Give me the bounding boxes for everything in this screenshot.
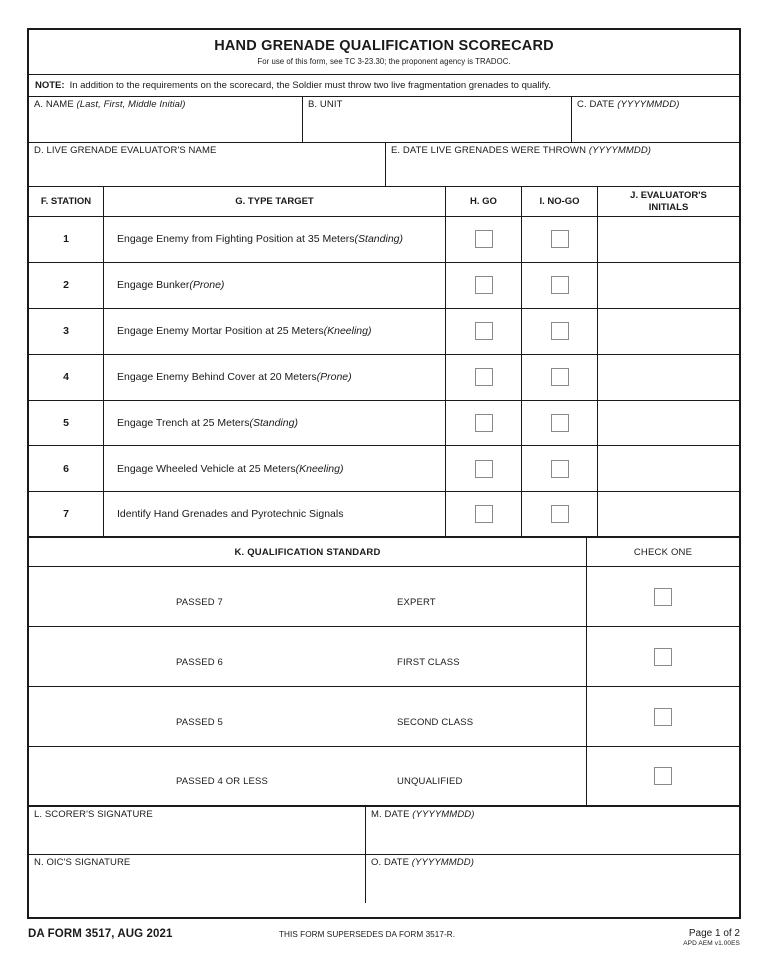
station-number: 1 xyxy=(29,217,104,262)
qualification-checkbox[interactable] xyxy=(654,648,672,666)
evaluator-initials-cell[interactable] xyxy=(598,492,739,536)
signature-row-oic xyxy=(29,855,739,903)
qualification-row xyxy=(29,747,739,807)
station-target-text: Engage Bunker xyxy=(117,279,190,292)
field-scorer-signature[interactable] xyxy=(29,807,366,854)
go-checkbox-cell[interactable] xyxy=(446,492,522,536)
no-go-checkbox[interactable] xyxy=(551,230,569,248)
no-go-checkbox-cell[interactable] xyxy=(522,492,598,536)
field-oic-signature-label-text: N. OIC'S SIGNATURE xyxy=(34,857,131,869)
qualification-standard-cell xyxy=(29,567,587,626)
qualification-row xyxy=(29,687,739,747)
field-name[interactable] xyxy=(29,97,303,142)
field-live-grenade-evaluator-name[interactable] xyxy=(29,143,386,186)
go-checkbox-cell[interactable] xyxy=(446,355,522,400)
no-go-checkbox[interactable] xyxy=(551,276,569,294)
field-unit-label-text: B. UNIT xyxy=(308,99,343,110)
table-row xyxy=(29,309,739,355)
qualification-row xyxy=(29,627,739,687)
go-checkbox[interactable] xyxy=(475,505,493,523)
evaluator-initials-cell[interactable] xyxy=(598,401,739,446)
note-keyword: NOTE: xyxy=(35,80,65,91)
station-posture: (Standing) xyxy=(249,417,298,429)
station-number: 4 xyxy=(29,355,104,400)
go-checkbox[interactable] xyxy=(475,322,493,340)
station-posture: (Kneeling) xyxy=(323,325,372,338)
station-target-text: Engage Trench at 25 Meters xyxy=(117,417,250,429)
station-target-text: Engage Enemy Behind Cover at 20 Meters xyxy=(117,371,317,384)
qualification-passed-count: PASSED 6 xyxy=(176,656,223,668)
table-row xyxy=(29,355,739,401)
column-header-no-go: I. NO-GO xyxy=(522,187,598,216)
station-target-description xyxy=(104,446,446,491)
station-target-description xyxy=(104,263,446,308)
evaluator-initials-cell[interactable] xyxy=(598,263,739,308)
field-scorer-signature-label-text: L. SCORER'S SIGNATURE xyxy=(34,809,153,821)
go-checkbox-cell[interactable] xyxy=(446,309,522,354)
station-rows-container xyxy=(29,217,739,538)
table-row xyxy=(29,446,739,492)
station-posture: (Kneeling) xyxy=(295,462,344,475)
qualification-passed-count: PASSED 7 xyxy=(176,596,223,608)
station-target-description xyxy=(104,355,446,400)
field-oic-signature-label xyxy=(29,855,365,869)
column-header-station: F. STATION xyxy=(29,187,104,216)
field-scorer-date-label xyxy=(366,807,739,821)
table-row xyxy=(29,217,739,263)
column-header-type-target: G. TYPE TARGET xyxy=(104,187,446,216)
qualification-classification: EXPERT xyxy=(397,596,436,608)
field-oic-date-hint: (YYYYMMDD) xyxy=(411,857,474,869)
go-checkbox-cell[interactable] xyxy=(446,401,522,446)
table-row xyxy=(29,263,739,309)
no-go-checkbox-cell[interactable] xyxy=(522,309,598,354)
note-text: In addition to the requirements on the scorecard, the Soldier must throw two live fragmentation grenades to qualify. xyxy=(69,80,551,91)
qualification-standard-cell xyxy=(29,627,587,686)
field-thrown-label xyxy=(386,143,739,157)
station-number: 5 xyxy=(29,401,104,446)
evaluator-initials-cell[interactable] xyxy=(598,217,739,262)
go-checkbox-cell[interactable] xyxy=(446,217,522,262)
no-go-checkbox-cell[interactable] xyxy=(522,355,598,400)
station-table-header xyxy=(29,187,739,217)
qualification-standard-header: K. QUALIFICATION STANDARD xyxy=(29,538,587,566)
go-checkbox[interactable] xyxy=(475,460,493,478)
identity-row-evaluator-thrown xyxy=(29,143,739,187)
station-number: 2 xyxy=(29,263,104,308)
station-target-text: Engage Enemy Mortar Position at 25 Meters xyxy=(117,325,324,338)
field-oic-date-label-text: O. DATE xyxy=(371,857,409,869)
column-header-evaluator-initials-line1: J. EVALUATOR'S xyxy=(630,190,707,202)
station-target-description xyxy=(104,309,446,354)
evaluator-initials-cell[interactable] xyxy=(598,446,739,491)
qualification-check-cell[interactable] xyxy=(587,567,739,626)
field-scorer-signature-label xyxy=(29,807,365,821)
footer-page-number: Page 1 of 2 xyxy=(688,928,740,939)
field-unit[interactable] xyxy=(303,97,572,142)
no-go-checkbox-cell[interactable] xyxy=(522,217,598,262)
evaluator-initials-cell[interactable] xyxy=(598,309,739,354)
qualification-passed-count: PASSED 4 OR LESS xyxy=(176,776,268,788)
qualification-check-cell[interactable] xyxy=(587,747,739,805)
field-thrown-label-text: E. DATE LIVE GRENADES WERE THROWN xyxy=(391,145,587,156)
qualification-classification: FIRST CLASS xyxy=(397,656,460,668)
evaluator-initials-cell[interactable] xyxy=(598,355,739,400)
field-oic-date-label xyxy=(366,855,739,869)
field-evaluator-label xyxy=(29,143,385,157)
field-thrown-hint: (YYYYMMDD) xyxy=(588,145,652,156)
footer-supersedes: THIS FORM SUPERSEDES DA FORM 3517-R. xyxy=(279,930,456,939)
signature-row-scorer xyxy=(29,807,739,855)
field-scorer-date-hint: (YYYYMMDD) xyxy=(412,809,475,821)
form-footer xyxy=(27,928,741,956)
qualification-passed-count: PASSED 5 xyxy=(176,716,223,728)
station-number: 7 xyxy=(29,492,104,536)
go-checkbox-cell[interactable] xyxy=(446,263,522,308)
no-go-checkbox-cell[interactable] xyxy=(522,446,598,491)
no-go-checkbox[interactable] xyxy=(551,505,569,523)
qualification-classification: UNQUALIFIED xyxy=(397,776,463,788)
no-go-checkbox[interactable] xyxy=(551,322,569,340)
field-name-label xyxy=(29,97,302,111)
field-oic-date[interactable] xyxy=(366,855,739,903)
qualification-row xyxy=(29,567,739,627)
qualification-header xyxy=(29,538,739,567)
field-date-label-text: C. DATE xyxy=(577,99,615,110)
qualification-classification: SECOND CLASS xyxy=(397,716,474,728)
form-frame xyxy=(27,28,741,919)
go-checkbox[interactable] xyxy=(475,368,493,386)
qualification-standard-cell xyxy=(29,687,587,746)
station-target-description xyxy=(104,492,446,536)
identity-row-name-unit-date xyxy=(29,97,739,143)
qualification-check-cell[interactable] xyxy=(587,627,739,686)
no-go-checkbox-cell[interactable] xyxy=(522,263,598,308)
station-number: 3 xyxy=(29,309,104,354)
column-header-evaluator-initials xyxy=(598,187,739,216)
no-go-checkbox-cell[interactable] xyxy=(522,401,598,446)
footer-form-id: DA FORM 3517, AUG 2021 xyxy=(28,928,173,940)
station-target-text: Engage Wheeled Vehicle at 25 Meters xyxy=(117,462,296,475)
note-block xyxy=(29,75,739,97)
field-date-live-grenades-thrown[interactable] xyxy=(386,143,739,186)
form-subtitle: For use of this form, see TC 3-23.30; the proponent agency is TRADOC. xyxy=(257,57,511,66)
footer-apd-version: APD AEM v1.00ES xyxy=(683,940,740,947)
field-scorer-date-label-text: M. DATE xyxy=(371,809,410,821)
field-date-hint: (YYYYMMDD) xyxy=(617,99,680,110)
footer-right xyxy=(683,928,740,947)
table-row xyxy=(29,492,739,538)
no-go-checkbox[interactable] xyxy=(551,460,569,478)
no-go-checkbox[interactable] xyxy=(551,414,569,432)
field-scorer-date[interactable] xyxy=(366,807,739,854)
go-checkbox-cell[interactable] xyxy=(446,446,522,491)
page-title: HAND GRENADE QUALIFICATION SCORECARD xyxy=(214,38,554,54)
station-posture: (Prone) xyxy=(316,371,352,384)
column-header-go: H. GO xyxy=(446,187,522,216)
qualification-check-cell[interactable] xyxy=(587,687,739,746)
field-evaluator-label-text: D. LIVE GRENADE EVALUATOR'S NAME xyxy=(34,145,217,156)
station-number: 6 xyxy=(29,446,104,491)
station-target-description xyxy=(104,217,446,262)
go-checkbox[interactable] xyxy=(475,230,493,248)
qualification-rows-container xyxy=(29,567,739,807)
qualification-checkbox[interactable] xyxy=(654,588,672,606)
qualification-checkbox[interactable] xyxy=(654,708,672,726)
check-one-header: CHECK ONE xyxy=(633,546,693,558)
field-date[interactable] xyxy=(572,97,739,142)
field-date-label xyxy=(572,97,739,111)
field-name-label-text: A. NAME xyxy=(34,99,74,110)
station-target-description xyxy=(104,401,446,446)
go-checkbox[interactable] xyxy=(475,414,493,432)
title-block xyxy=(29,30,739,75)
station-posture: (Prone) xyxy=(189,279,225,292)
qualification-checkbox[interactable] xyxy=(654,767,672,785)
field-oic-signature[interactable] xyxy=(29,855,366,903)
field-name-hint: (Last, First, Middle Initial) xyxy=(76,99,186,110)
station-target-text: Identify Hand Grenades and Pyrotechnic Signals xyxy=(117,508,344,521)
station-target-text: Engage Enemy from Fighting Position at 35 Meters xyxy=(117,233,355,246)
go-checkbox[interactable] xyxy=(475,276,493,294)
field-unit-label xyxy=(303,97,571,111)
table-row xyxy=(29,401,739,447)
station-posture: (Standing) xyxy=(354,233,403,246)
qualification-standard-cell xyxy=(29,747,587,805)
column-header-evaluator-initials-line2: INITIALS xyxy=(648,201,689,213)
no-go-checkbox[interactable] xyxy=(551,368,569,386)
